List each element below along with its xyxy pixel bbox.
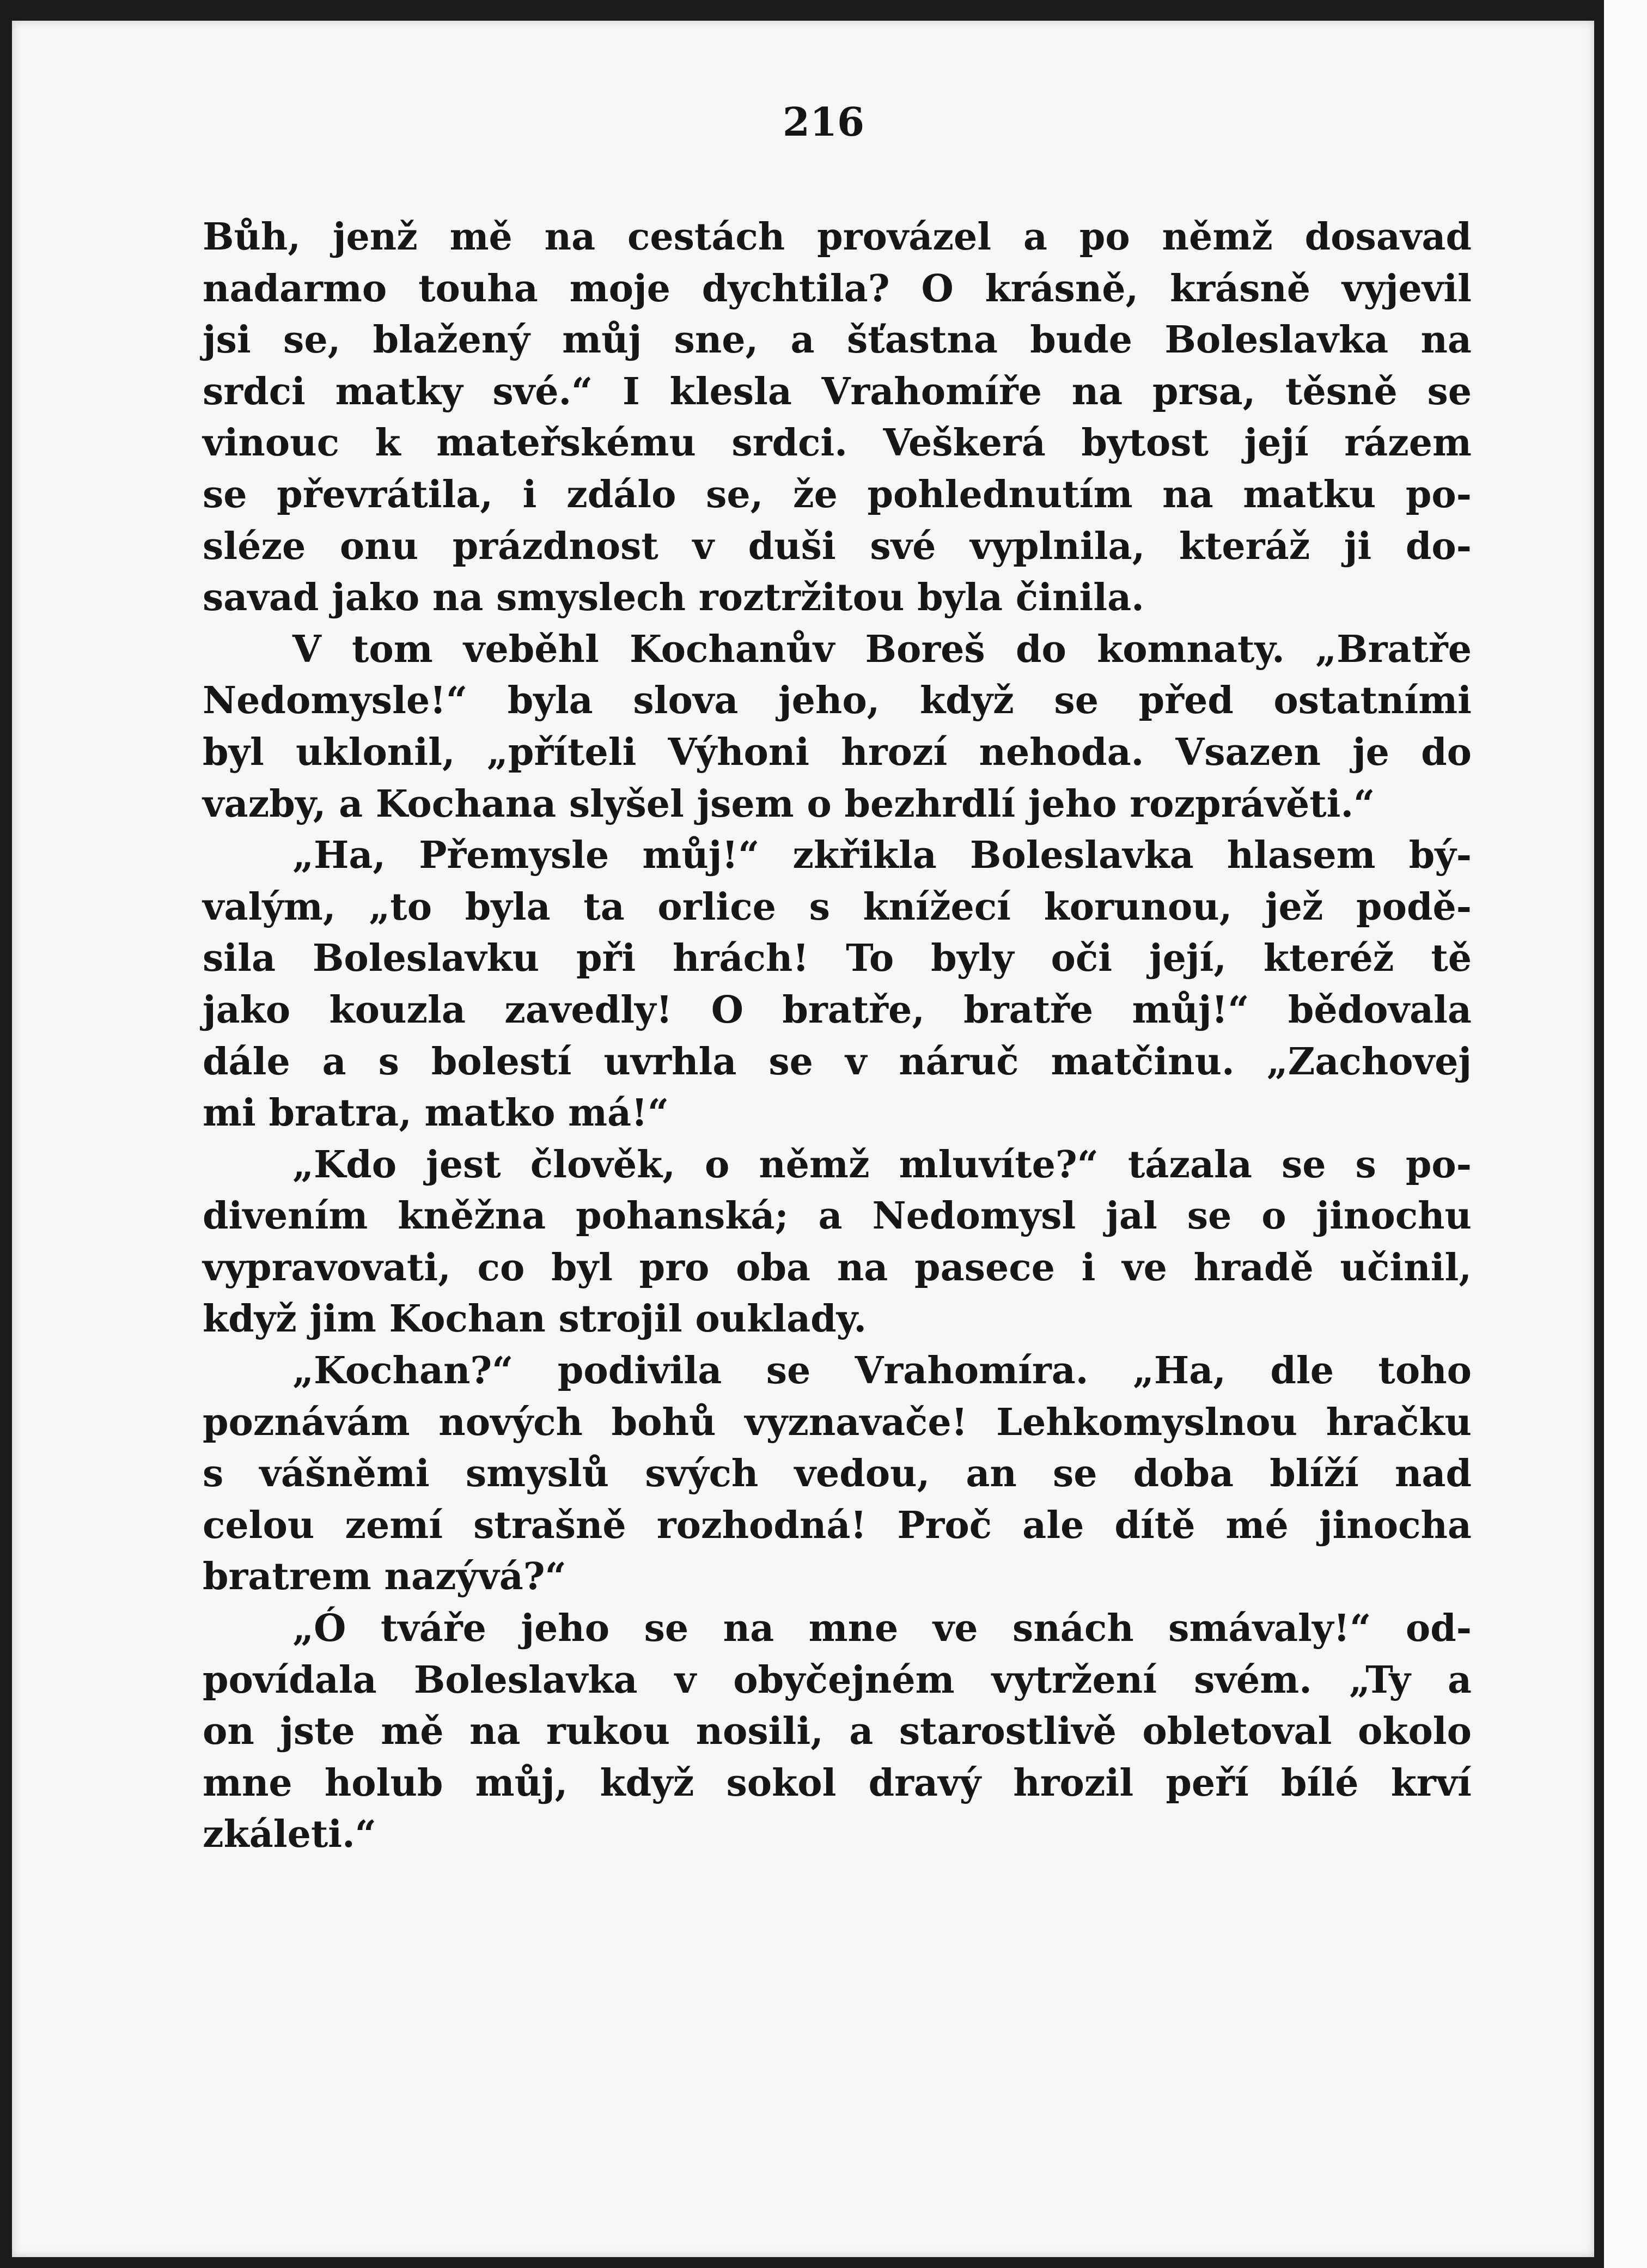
page-edge-strip	[1604, 0, 1647, 2268]
text-line: dále a s bolestí uvrhla se v náruč matčinu. „Zachovej	[203, 1039, 1472, 1084]
text-line: s vášněmi smyslů svých vedou, an se doba blíží nad	[203, 1452, 1472, 1496]
text-line: povídala Boleslavka v obyčejném vytržení svém. „Ty a	[203, 1658, 1472, 1702]
text-line: sléze onu prázdnost v duši své vyplnila, kteráž ji do-	[203, 524, 1472, 568]
text-line: savad jako na smyslech roztržitou byla činila.	[203, 576, 1144, 620]
text-line: vypravovati, co byl pro oba na pasece i ve hradě učinil,	[203, 1245, 1472, 1290]
text-line: jsi se, blažený můj sne, a šťastna bude Boleslavka na	[203, 318, 1472, 362]
text-line: „Kochan?“ podivila se Vrahomíra. „Ha, dle toho	[292, 1349, 1472, 1393]
text-line: když jim Kochan strojil ouklady.	[203, 1297, 867, 1341]
text-line: V tom veběhl Kochanův Boreš do komnaty. „Bratře	[292, 627, 1472, 671]
text-line: nadarmo touha moje dychtila? O krásně, krásně vyjevil	[203, 266, 1472, 311]
text-line: vazby, a Kochana slyšel jsem o bezhrdlí jeho rozprávěti.“	[203, 782, 1375, 826]
text-line: mne holub můj, když sokol dravý hrozil peří bílé krví	[203, 1761, 1472, 1805]
page-number: 216	[782, 99, 865, 145]
text-line: srdci matky své.“ I klesla Vrahomíře na prsa, těsně se	[203, 369, 1472, 414]
text-line: on jste mě na rukou nosili, a starostlivě obletoval okolo	[203, 1710, 1472, 1754]
text-line: jako kouzla zavedly! O bratře, bratře můj!“ bědovala	[203, 988, 1472, 1032]
text-line: Nedomysle!“ byla slova jeho, když se před ostatními	[203, 679, 1472, 723]
text-line: mi bratra, matko má!“	[203, 1091, 669, 1135]
text-line: vinouc k mateřskému srdci. Veškerá bytost její rázem	[203, 421, 1472, 465]
text-line: Bůh, jenž mě na cestách provázel a po němž dosavad	[203, 215, 1472, 259]
text-line: valým, „to byla ta orlice s knížecí korunou, jež podě-	[203, 885, 1472, 929]
text-line: „Kdo jest člověk, o němž mluvíte?“ tázala se s po-	[292, 1142, 1472, 1187]
text-line: bratrem nazývá?“	[203, 1555, 566, 1599]
text-line: sila Boleslavku při hrách! To byly oči její, kteréž tě	[203, 937, 1472, 981]
text-line: celou zemí strašně rozhodná! Proč ale dítě mé jinocha	[203, 1503, 1472, 1547]
text-line: „Ha, Přemysle můj!“ zkřikla Boleslavka hlasem bý-	[292, 834, 1472, 878]
text-line: byl uklonil, „příteli Výhoni hrozí nehoda. Vsazen je do	[203, 730, 1472, 774]
text-line: poznávám nových bohů vyznavače! Lehkomyslnou hračku	[203, 1400, 1472, 1444]
text-line: se převrátila, i zdálo se, že pohlednutím na matku po-	[203, 472, 1472, 516]
body-text	[203, 211, 1472, 1860]
text-line: zkáleti.“	[203, 1813, 376, 1857]
text-line: „Ó tváře jeho se na mne ve snách smávaly!“ od-	[292, 1607, 1472, 1651]
text-line: divením kněžna pohanská; a Nedomysl jal se o jinochu	[203, 1194, 1472, 1238]
